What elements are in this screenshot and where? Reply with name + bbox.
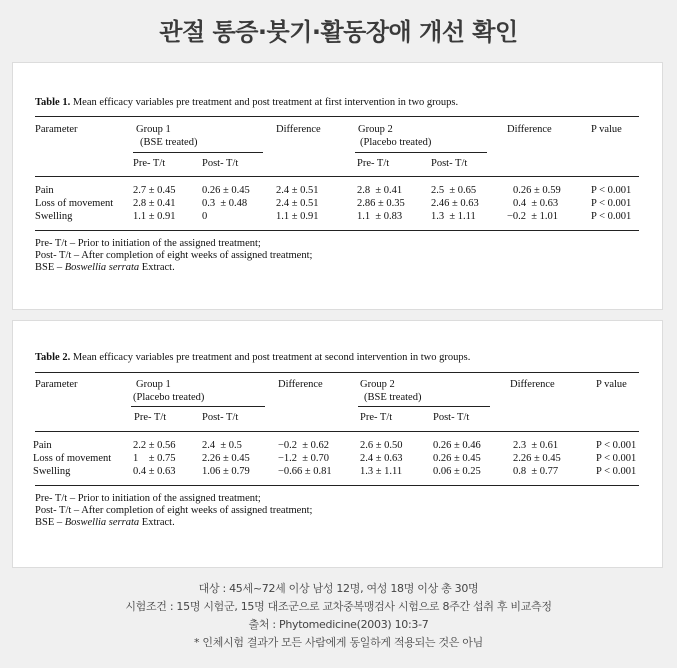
table2-header-group2-sub: (BSE treated)	[364, 392, 422, 403]
table2-row3-g1post: 1.06 ± 0.79	[202, 466, 250, 477]
table2-row1-g1pre: 2.2 ± 0.56	[133, 440, 176, 451]
table2-header-parameter: Parameter	[35, 379, 78, 390]
table1-row3-g1pre: 1.1 ± 0.91	[133, 211, 176, 222]
table2-row3-diff1: −0.66 ± 0.81	[278, 466, 332, 477]
study-notes	[0, 580, 677, 652]
table1-row1-diff2: 0.26 ± 0.59	[513, 185, 561, 196]
table2-row3-g2post: 0.06 ± 0.25	[433, 466, 481, 477]
table1-header-rule	[35, 176, 639, 177]
table2-header-g1-pre: Pre- T/t	[134, 412, 167, 423]
table2-row3-g1pre: 0.4 ± 0.63	[133, 466, 176, 477]
table1-row2-g2pre: 2.86 ± 0.35	[357, 198, 405, 209]
table1-footnote-post: Post- T/t – After completion of eight weeks of assigned treatment;	[35, 250, 313, 261]
table1-footnote-bse: BSE – Boswellia serrata Extract.	[35, 262, 175, 273]
table2-row1-g1post: 2.4 ± 0.5	[202, 440, 242, 451]
table2-card	[12, 320, 663, 568]
table1-row1-g1pre: 2.7 ± 0.45	[133, 185, 176, 196]
table2-row1-p: P < 0.001	[596, 440, 637, 451]
table2-header-g2-pre: Pre- T/t	[360, 412, 393, 423]
table2-header-g1-post: Post- T/t	[202, 412, 239, 423]
table2-bottom-rule	[35, 485, 639, 486]
table1-header-g1-post: Post- T/t	[202, 158, 239, 169]
table2-header-difference1: Difference	[278, 379, 323, 390]
table1-row2-p: P < 0.001	[591, 198, 632, 209]
page-title: 관절 통증·붓기·활동장애 개선 확인	[159, 18, 518, 46]
table1-header-difference1: Difference	[276, 124, 321, 135]
table1-card	[12, 62, 663, 310]
table1-header-group2-sub: (Placebo treated)	[360, 137, 432, 148]
table2-row2-g1post: 2.26 ± 0.45	[202, 453, 250, 464]
study-source: 출처 : Phytomedicine(2003) 10:3-7	[248, 618, 429, 631]
study-conditions: 시험조건 : 15명 시험군, 15명 대조군으로 교차중복맹검사 시험으로 8주간 섭취 후 비교측정	[125, 600, 552, 613]
table2-row3-diff2: 0.8 ± 0.77	[513, 466, 559, 477]
table1-header-g2-post: Post- T/t	[431, 158, 468, 169]
table1-row2-diff2: 0.4 ± 0.63	[513, 198, 559, 209]
table1-row1-param: Pain	[35, 185, 54, 196]
table1-header-pvalue: P value	[591, 124, 622, 135]
table2-header-difference2: Difference	[510, 379, 555, 390]
table1-group2-rule	[355, 152, 487, 153]
table1-row1-diff1: 2.4 ± 0.51	[276, 185, 319, 196]
table1-row2-g1pre: 2.8 ± 0.41	[133, 198, 176, 209]
table1-row1-g2pre: 2.8 ± 0.41	[357, 185, 403, 196]
table2-header-pvalue: P value	[596, 379, 627, 390]
table2-row2-p: P < 0.001	[596, 453, 637, 464]
table1-row3-p: P < 0.001	[591, 211, 632, 222]
table2-footnotes	[35, 493, 312, 529]
table1-row2-param: Loss of movement	[35, 198, 114, 209]
study-subjects: 대상 : 45세~72세 이상 남성 12명, 여성 18명 이상 총 30명	[198, 582, 479, 595]
table1-label: Table 1.	[35, 97, 71, 108]
table1-footnote-pre: Pre- T/t – Prior to initiation of the assigned treatment;	[35, 238, 261, 249]
table2-row2-diff2: 2.26 ± 0.45	[513, 453, 561, 464]
table2-header-g2-post: Post- T/t	[433, 412, 470, 423]
table2-row2-g2pre: 2.4 ± 0.63	[360, 453, 403, 464]
table2-footnote-bse: BSE – Boswellia serrata Extract.	[35, 517, 175, 528]
table2-header-group2: Group 2	[360, 379, 395, 390]
table2-group2-rule	[358, 406, 490, 407]
table1-row3-g2post: 1.3 ± 1.11	[431, 211, 476, 222]
table1-header-g2-pre: Pre- T/t	[357, 158, 390, 169]
table1-row3-param: Swelling	[35, 211, 73, 222]
table2-header-rule	[35, 431, 639, 432]
table1-row3-diff2: −0.2 ± 1.01	[507, 211, 559, 222]
table2-row3-g2pre: 1.3 ± 1.11	[360, 466, 403, 477]
table2-row2-g2post: 0.26 ± 0.45	[433, 453, 481, 464]
table2-row3-p: P < 0.001	[596, 466, 637, 477]
table1-row2-g1post: 0.3 ± 0.48	[202, 198, 248, 209]
table1-row1-g1post: 0.26 ± 0.45	[202, 185, 250, 196]
table2-row1-diff2: 2.3 ± 0.61	[513, 440, 559, 451]
table1-row2-diff1: 2.4 ± 0.51	[276, 198, 319, 209]
table2-header-group1-sub: (Placebo treated)	[133, 392, 205, 403]
table2-row2-diff1: −1.2 ± 0.70	[278, 453, 330, 464]
table1-header-group1-sub: (BSE treated)	[140, 137, 198, 148]
table2-row1-g2post: 0.26 ± 0.46	[433, 440, 481, 451]
table1-header-parameter: Parameter	[35, 124, 78, 135]
table1-top-rule	[35, 116, 639, 117]
table1-bottom-rule	[35, 230, 639, 231]
table1-row3-g1post: 0	[202, 211, 208, 222]
table2-row1-param: Pain	[33, 440, 52, 451]
table1-caption	[35, 97, 458, 108]
table2-group1-rule	[131, 406, 265, 407]
table1-row3-g2pre: 1.1 ± 0.83	[357, 211, 403, 222]
table1-header-group2: Group 2	[358, 124, 393, 135]
table2-row2-g1pre: 1 ± 0.75	[133, 453, 176, 464]
table2-footnote-pre: Pre- T/t – Prior to initiation of the assigned treatment;	[35, 493, 261, 504]
table2-header-group1: Group 1	[136, 379, 171, 390]
table1-row1-g2post: 2.5 ± 0.65	[431, 185, 477, 196]
table2-caption	[35, 352, 470, 363]
table1-header-g1-pre: Pre- T/t	[133, 158, 166, 169]
table1-footnotes	[35, 238, 312, 274]
table1-row3-diff1: 1.1 ± 0.91	[276, 211, 319, 222]
table1-row2-g2post: 2.46 ± 0.63	[431, 198, 479, 209]
table1-row1-p: P < 0.001	[591, 185, 632, 196]
table2-footnote-post: Post- T/t – After completion of eight weeks of assigned treatment;	[35, 505, 313, 516]
table2-row1-g2pre: 2.6 ± 0.50	[360, 440, 403, 451]
study-disclaimer: * 인체시험 결과가 모든 사람에게 동일하게 적용되는 것은 아님	[194, 636, 483, 649]
table2-label: Table 2.	[35, 352, 71, 363]
table1-caption-text: Mean efficacy variables pre treatment and post treatment at first intervention in two groups.	[72, 97, 459, 108]
table2-top-rule	[35, 372, 639, 373]
table1-header-group1: Group 1	[136, 124, 171, 135]
table1-header-difference2: Difference	[507, 124, 552, 135]
table2-caption-text: Mean efficacy variables pre treatment and post treatment at second intervention in two groups.	[72, 352, 471, 363]
table2-row1-diff1: −0.2 ± 0.62	[278, 440, 330, 451]
table2-row2-param: Loss of movement	[33, 453, 112, 464]
table1-group1-rule	[133, 152, 263, 153]
table2-row3-param: Swelling	[33, 466, 71, 477]
